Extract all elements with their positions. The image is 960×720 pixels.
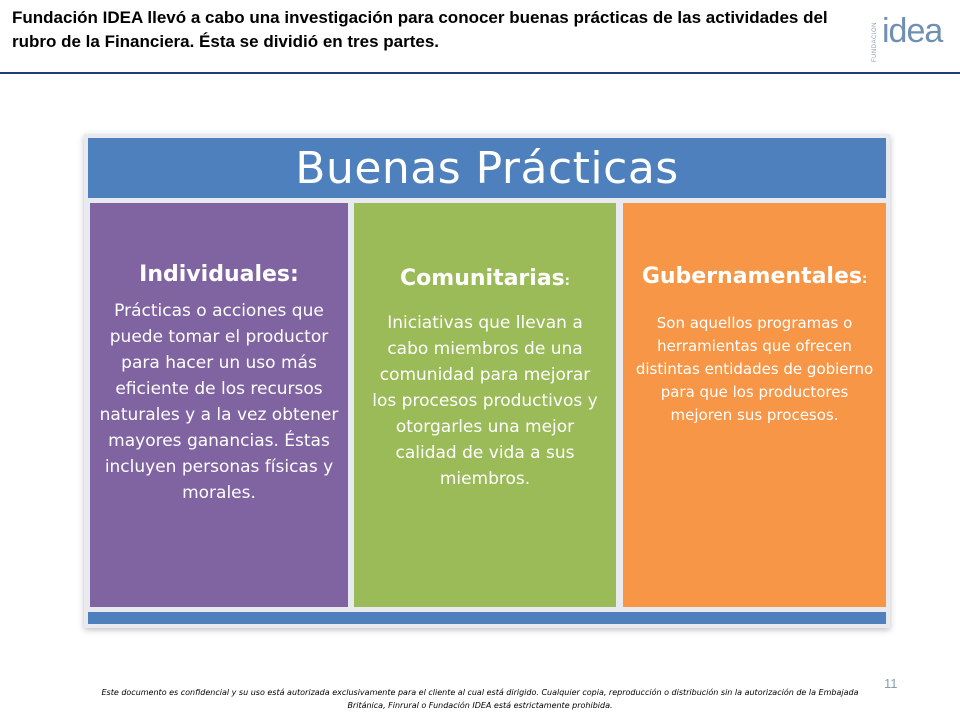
- card-individuales: [90, 203, 348, 607]
- card-title: Individuales:: [139, 262, 299, 287]
- diagram-banner: [88, 138, 886, 198]
- page-number: 11: [884, 676, 898, 691]
- banner-title: Buenas Prácticas: [295, 142, 679, 194]
- card-title: Comunitarias:: [400, 266, 570, 291]
- slide-title: Fundación IDEA llevó a cabo una investigación para conocer buenas prácticas de las actividades del rubro de la Financiera. Ésta se dividió en tres partes.: [12, 8, 828, 51]
- diagram-bottom-bar: [88, 612, 886, 624]
- fundacion-idea-logo: [872, 12, 943, 63]
- confidentiality-notice: Este documento es confidencial y su uso está autorizada exclusivamente para el cliente al cual está dirigido. Cualquier copia, reproducción o distribución sin la autorización de la Embajada Británica, Finrural o Fundación IDEA está estrictamente prohibida.: [101, 688, 859, 710]
- card-body: Prácticas o acciones que puede tomar el productor para hacer un uso más eficiente de los recursos naturales y a la vez obtener mayores ganancias. Éstas incluyen personas físicas y morales.: [99, 301, 339, 503]
- header-divider: [0, 72, 960, 74]
- card-gubernamentales: [623, 203, 886, 607]
- logo-small-text: FUNDACIÓN: [872, 22, 878, 63]
- card-title: Gubernamentales:: [641, 264, 868, 289]
- card-comunitarias: [354, 203, 616, 607]
- card-body: Iniciativas que llevan a cabo miembros de una comunidad para mejorar los procesos productivos y otorgarles una mejor calidad de vida a sus miembros.: [372, 313, 598, 489]
- card-body: Son aquellos programas o herramientas que ofrecen distintas entidades de gobierno para que los productores mejoren sus procesos.: [635, 314, 874, 424]
- logo-word: idea: [882, 12, 943, 50]
